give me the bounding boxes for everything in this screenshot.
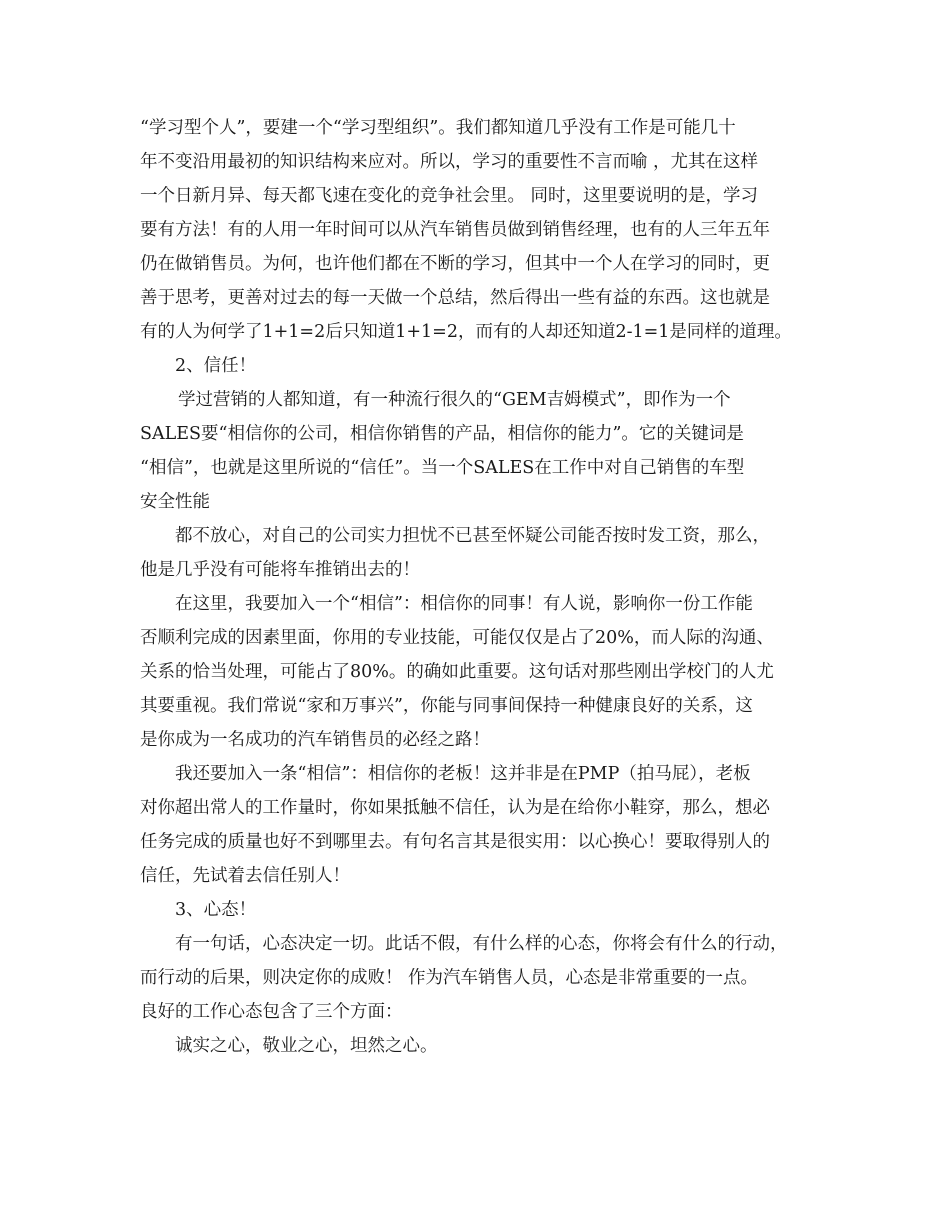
text-line: 有的人为何学了1+1=2后只知道1+1=2，而有的人却还知道2-1=1是同样的道理。 <box>140 322 792 342</box>
text-line: 仍在做销售员。为何，也许他们都在不断的学习，但其中一个人在学习的同时，更 <box>140 254 770 274</box>
text-line: “学习型个人”，要建一个“学习型组织”。我们都知道几乎没有工作是可能几十 <box>140 118 736 138</box>
text-line: 学过营销的人都知道，有一种流行很久的“GEM吉姆模式”，即作为一个 <box>178 390 731 410</box>
text-line: SALES要“相信你的公司，相信你销售的产品，相信你的能力”。它的关键词是 <box>140 424 744 444</box>
text-line: 他是几乎没有可能将车推销出去的！ <box>140 560 420 580</box>
text-line: 良好的工作心态包含了三个方面： <box>140 1002 403 1022</box>
text-line: 否顺利完成的因素里面，你用的专业技能，可能仅仅是占了20%，而人际的沟通、 <box>140 628 774 648</box>
text-line: 诚实之心，敬业之心，坦然之心。 <box>175 1036 438 1056</box>
text-line: 我还要加入一条“相信”：相信你的老板！这并非是在PMP（拍马屁），老板 <box>175 764 751 784</box>
text-line: 任务完成的质量也好不到哪里去。有句名言其是很实用：以心换心！要取得别人的 <box>140 832 770 852</box>
text-line: 是你成为一名成功的汽车销售员的必经之路！ <box>140 730 490 750</box>
text-line: 对你超出常人的工作量时，你如果抵触不信任，认为是在给你小鞋穿，那么，想必 <box>140 798 770 818</box>
text-line: 一个日新月异、每天都飞速在变化的竞争社会里。 同时，这里要说明的是，学习 <box>140 186 759 206</box>
section-heading: 2、信任！ <box>175 356 257 376</box>
document-body <box>140 111 820 1063</box>
text-line: 在这里，我要加入一个“相信”：相信你的同事！有人说，影响你一份工作能 <box>175 594 753 614</box>
text-line: 关系的恰当处理，可能占了80%。的确如此重要。这句话对那些刚出学校门的人尤 <box>140 662 774 682</box>
text-line: 有一句话，心态决定一切。此话不假，有什么样的心态，你将会有什么的行动， <box>175 934 788 954</box>
text-line: 其要重视。我们常说“家和万事兴”，你能与同事间保持一种健康良好的关系，这 <box>140 696 753 716</box>
text-line: 而行动的后果，则决定你的成败！ 作为汽车销售人员，心态是非常重要的一点。 <box>140 968 759 988</box>
text-line: 年不变沿用最初的知识结构来应对。所以，学习的重要性不言而喻 ，尤其在这样 <box>140 152 759 172</box>
text-line: 安全性能 <box>140 492 210 512</box>
text-line: 善于思考，更善对过去的每一天做一个总结，然后得出一些有益的东西。这也就是 <box>140 288 770 308</box>
section-heading: 3、心态！ <box>175 900 257 920</box>
text-line: “相信”，也就是这里所说的“信任”。当一个SALES在工作中对自己销售的车型 <box>140 458 745 478</box>
text-line: 信任，先试着去信任别人！ <box>140 866 350 886</box>
text-line: 都不放心，对自己的公司实力担忧不已甚至怀疑公司能否按时发工资，那么， <box>175 526 770 546</box>
text-line: 要有方法！有的人用一年时间可以从汽车销售员做到销售经理，也有的人三年五年 <box>140 220 770 240</box>
